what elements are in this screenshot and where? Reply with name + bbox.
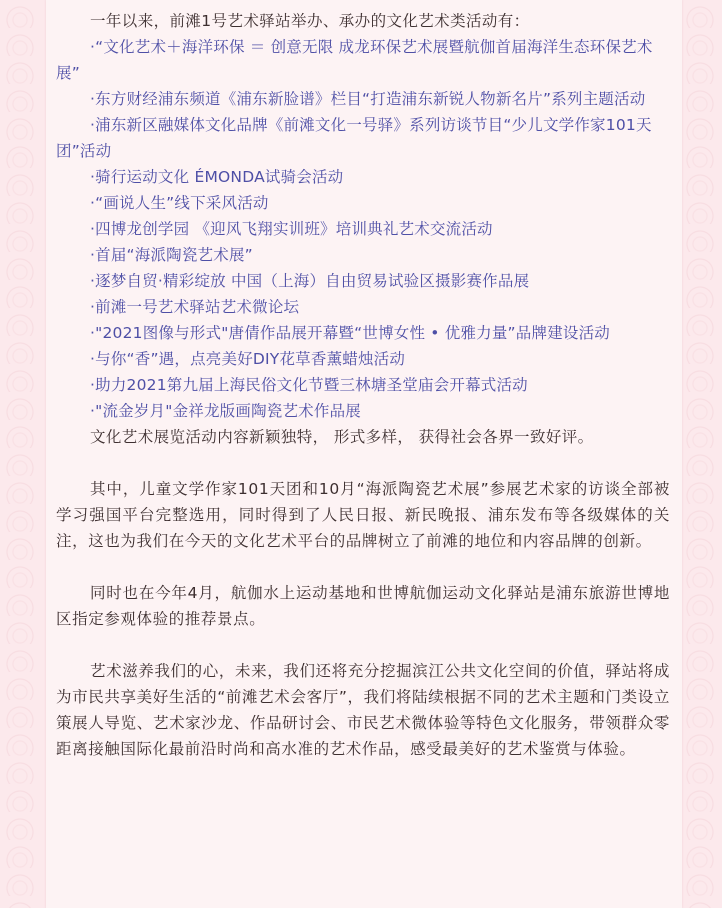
activity-item: ·四博龙创学园 《迎风飞翔实训班》培训典礼艺术交流活动 [90, 220, 493, 238]
paragraph-future: 艺术滋养我们的心，未来，我们还将充分挖掘滨江公共文化空间的价值，驿站将成为市民共享美好生活的“前滩艺术会客厅”，我们将陆续根据不同的艺术主题和门类设立策展人导览、艺术家沙龙、作品研讨会、市民艺术微体验等特色文化服务，带领群众零距离接触国际化最前沿时尚和高水准的艺术作品，感受最美好的艺术鉴赏与体验。 [56, 662, 670, 758]
activity-item: ·助力2021第九届上海民俗文化节暨三林塘圣堂庙会开幕式活动 [90, 376, 528, 394]
activity-item: ·"2021图像与形式"唐倩作品展开幕暨“世博女性 • 优雅力量”品牌建设活动 [90, 324, 610, 342]
paragraph-tourism: 同时也在今年4月，航伽水上运动基地和世博航伽运动文化驿站是浦东旅游世博地区指定参观体验的推荐景点。 [56, 584, 670, 628]
activity-item: ·首届“海派陶瓷艺术展” [90, 246, 253, 264]
paragraph-gap [56, 450, 670, 476]
paragraph-gap [56, 554, 670, 580]
activity-item: ·“画说人生”线下采风活动 [90, 194, 269, 212]
summary-text: 文化艺术展览活动内容新颖独特， 形式多样， 获得社会各界一致好评。 [90, 428, 594, 446]
activity-item: ·"流金岁月"金祥龙版画陶瓷艺术作品展 [90, 402, 361, 420]
activity-item: ·前滩一号艺术驿站艺术微论坛 [90, 298, 300, 316]
activity-item: ·骑行运动文化 ÉMONDA试骑会活动 [90, 168, 344, 186]
activity-item: ·与你“香”遇，点亮美好DIY花草香薰蜡烛活动 [90, 350, 406, 368]
activity-item: ·“文化艺术＋海洋环保 ＝ 创意无限 成龙环保艺术展暨航伽首届海洋生态环保艺术展” [56, 38, 653, 82]
activity-item: ·东方财经浦东频道《浦东新脸谱》栏目“打造浦东新锐人物新名片”系列主题活动 [90, 90, 646, 108]
intro-text: 一年以来，前滩1号艺术驿站举办、承办的文化艺术类活动有： [90, 12, 530, 30]
article-content [56, 8, 670, 762]
activity-item: ·浦东新区融媒体文化品牌《前滩文化一号驿》系列访谈节目“少儿文学作家101天团”活动 [56, 116, 652, 160]
paragraph-gap [56, 632, 670, 658]
paragraph-media: 其中，儿童文学作家101天团和10月“海派陶瓷艺术展”参展艺术家的访谈全部被学习强国平台完整选用，同时得到了人民日报、新民晚报、浦东发布等各级媒体的关注，这也为我们在今天的文化艺术平台的品牌树立了前滩的地位和内容品牌的创新。 [56, 480, 670, 550]
activity-list [56, 34, 670, 424]
activity-item: ·逐梦自贸·精彩绽放 中国（上海）自由贸易试验区摄影赛作品展 [90, 272, 530, 290]
